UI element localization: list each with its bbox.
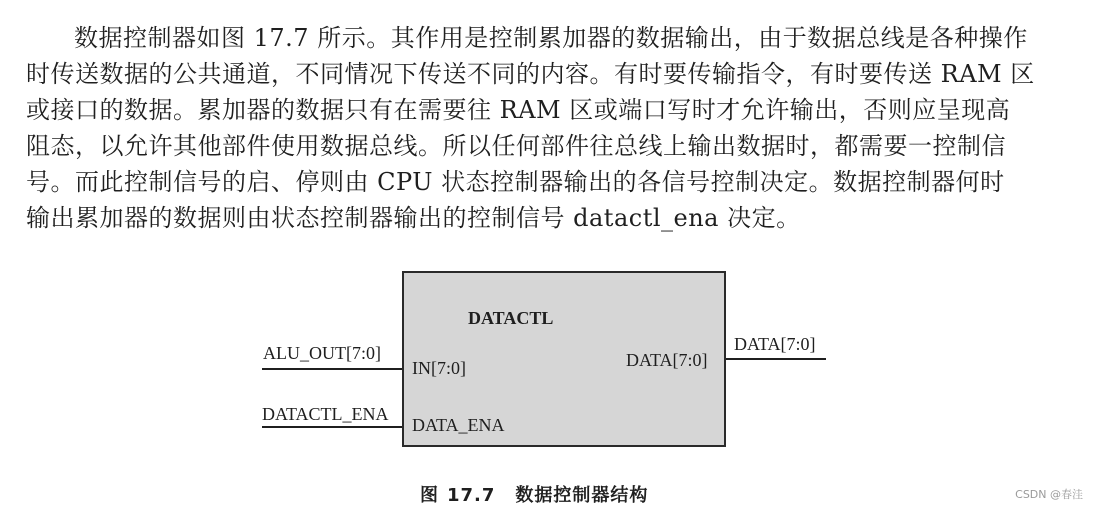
port-data-ena: DATA_ENA — [412, 415, 505, 435]
caption-label: 图 — [420, 485, 439, 506]
wire-datactl-ena — [262, 426, 402, 428]
port-data-out: DATA[7:0] — [626, 350, 708, 370]
caption-number: 17.7 — [447, 485, 496, 506]
wire-data-out — [726, 358, 826, 360]
figure-caption — [420, 481, 648, 507]
paragraph-line-6: 输出累加器的数据则由状态控制器输出的控制信号 datactl_ena 决定。 — [26, 204, 801, 232]
signal-datactl-ena: DATACTL_ENA — [262, 404, 389, 424]
paragraph-line-text: 数据控制器如图 17.7 所示。其作用是控制累加器的数据输出，由于数据总线是各种操作 — [74, 24, 1028, 52]
watermark: CSDN @春洼 — [1015, 488, 1083, 501]
paragraph-line-2: 时传送数据的公共通道，不同情况下传送不同的内容。有时要传输指令，有时要传送 RAM 区 — [26, 60, 1035, 88]
signal-alu-out: ALU_OUT[7:0] — [263, 343, 381, 363]
port-in: IN[7:0] — [412, 358, 466, 378]
caption-title: 数据控制器结构 — [515, 485, 649, 506]
wire-alu-out — [262, 368, 402, 370]
block-title: DATACTL — [468, 308, 554, 328]
paragraph-line-5: 号。而此控制信号的启、停则由 CPU 状态控制器输出的各信号控制决定。数据控制器何时 — [26, 168, 1005, 196]
paragraph-line-4: 阻态，以允许其他部件使用数据总线。所以任何部件往总线上输出数据时，都需要一控制信 — [26, 132, 1006, 160]
signal-data-out: DATA[7:0] — [734, 334, 816, 354]
paragraph-line-3: 或接口的数据。累加器的数据只有在需要往 RAM 区或端口写时才允许输出，否则应呈现高 — [26, 96, 1011, 124]
